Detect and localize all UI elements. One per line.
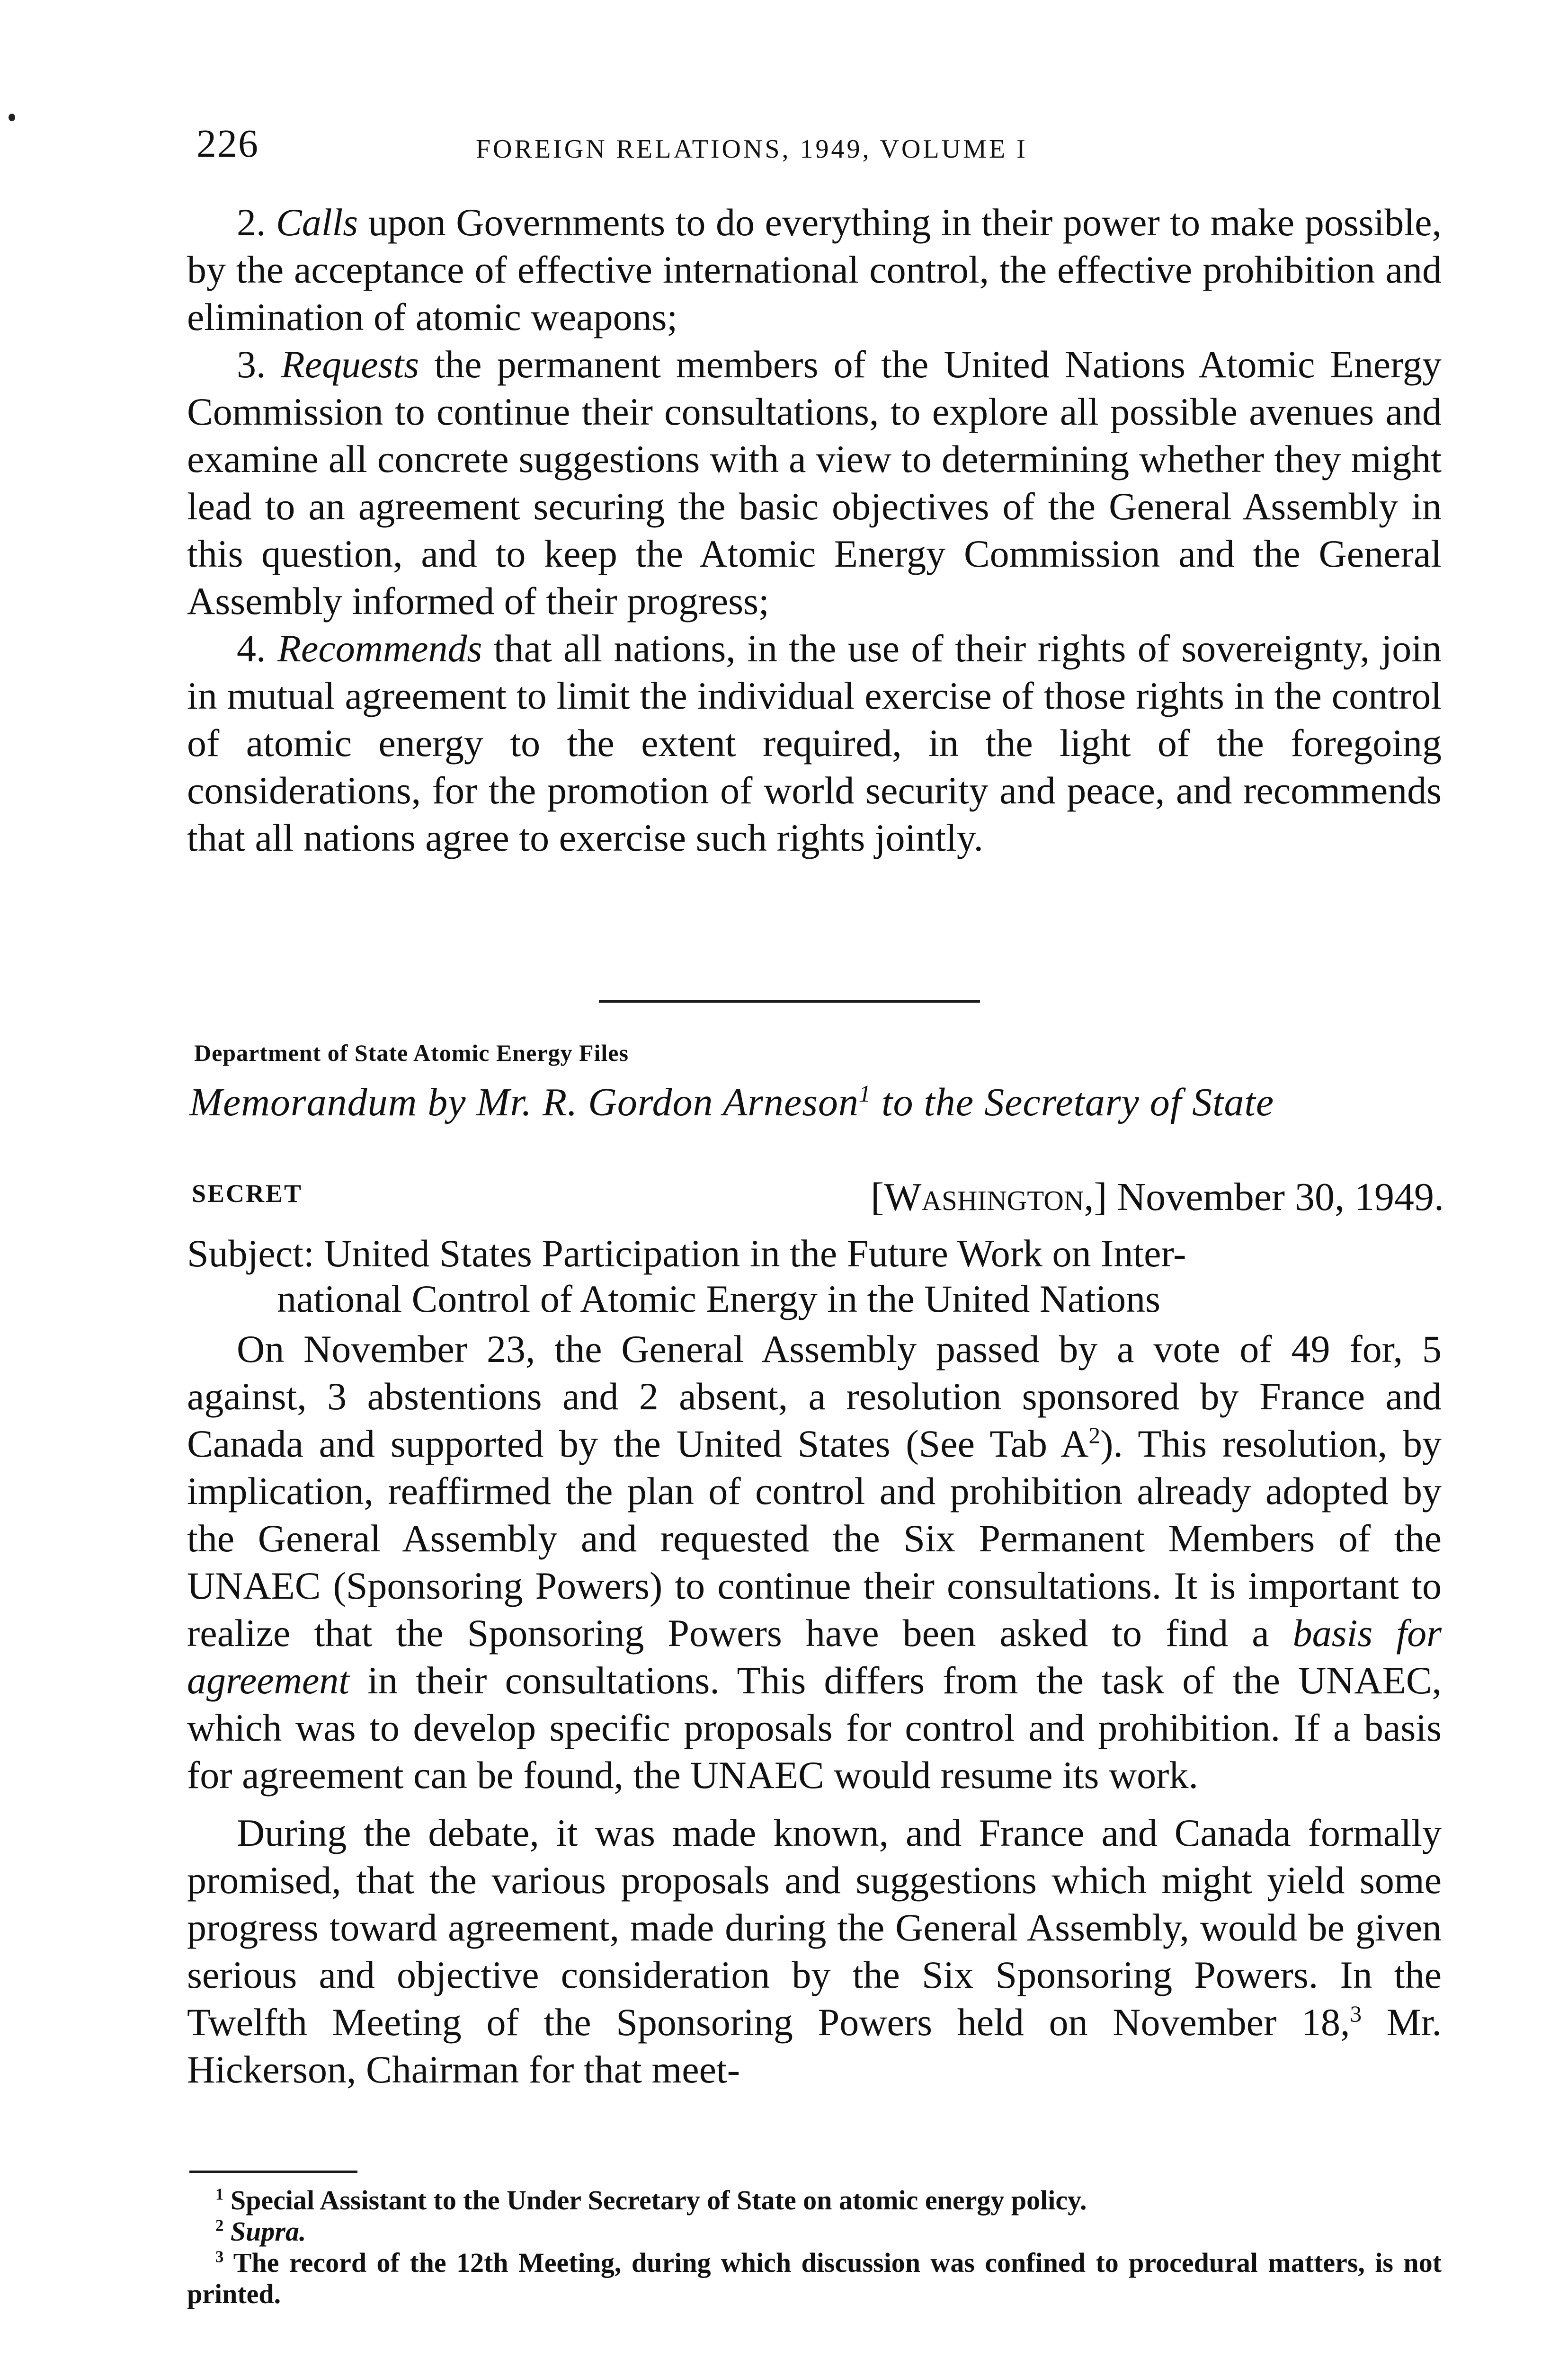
p1-emphasis: basis for agreement	[187, 1611, 1442, 1702]
running-title: FOREIGN RELATIONS, 1949, VOLUME I	[476, 134, 1028, 164]
subject-line	[187, 1231, 1442, 1322]
dateline-place: [Washington,]	[871, 1175, 1107, 1219]
p1-footnote-ref: 2	[1088, 1422, 1101, 1449]
item-verb: Calls	[276, 201, 358, 244]
body-paragraph-1	[187, 1326, 1442, 1799]
subject-line-1: United States Participation in the Future Work on Inter-	[324, 1232, 1186, 1275]
footnote-1	[187, 2185, 1442, 2216]
margin-mark	[9, 114, 15, 121]
p1-part-a: On November 23, the General Assembly passed by a vote of 49 for, 5 against, 3 abstentions and 2 absent, a resolution sponsored by France and Canada and supported by the United States (See Tab A	[187, 1327, 1442, 1465]
footnote-2	[187, 2216, 1442, 2247]
p2-part-b: Mr. Hickerson, Chairman for that meet-	[187, 2001, 1442, 2091]
footnote-mark: 1	[215, 2185, 224, 2204]
resolution-item-2	[187, 199, 1442, 341]
p2-footnote-ref: 3	[1350, 2001, 1362, 2027]
resolution-item-4	[187, 625, 1442, 862]
p2-part-a: During the debate, it was made known, and France and Canada formally promised, that the various proposals and suggestions which might yield some progress toward agreement, made during the General Assembly, would be given serious and objective consideration by the Six Sponsoring Powers. In the Twelfth Meeting of the Sponsoring Powers held on November 18,	[187, 1811, 1442, 2044]
p1-part-b: ). This resolution, by implication, reaffirmed the plan of control and prohibition already adopted by the General Assembly and requested the Six Permanent Members of the UNAEC (Sponsoring Powers) to continue their consultations. It is important to realize that the Sponsoring Powers have been asked to find a	[187, 1422, 1442, 1655]
footnote-3	[187, 2247, 1442, 2310]
p1-part-c: in their consultations. This differs from the task of the UNAEC, which was to develop specific proposals for control and prohibition. If a basis for agreement can be found, the UNAEC would resume its work.	[187, 1659, 1442, 1797]
item-number: 4.	[237, 627, 266, 670]
subject-label: Subject:	[187, 1232, 314, 1275]
item-text: that all nations, in the use of their rights of sovereignty, join in mutual agreement to limit the individual exercise of those rights in the control of atomic energy to the extent required, in the light of the foregoing considerations, for the promotion of world security and peace, and recommends that all nations agree to exercise such rights jointly.	[187, 627, 1442, 859]
source-line: Department of State Atomic Energy Files	[194, 1040, 629, 1066]
classification: SECRET	[192, 1179, 303, 1208]
section-divider	[599, 1000, 980, 1003]
footnote-text: Supra.	[230, 2216, 306, 2247]
subject-line-2: national Control of Atomic Energy in the United Nations	[277, 1277, 1160, 1320]
title-footnote-ref: 1	[858, 1080, 872, 1107]
resolution-text	[187, 199, 1442, 862]
item-number: 3.	[237, 343, 266, 386]
footnote-text: Special Assistant to the Under Secretary of State on atomic energy policy.	[230, 2185, 1087, 2216]
item-verb: Recommends	[277, 627, 482, 670]
footnote-mark: 3	[215, 2247, 224, 2266]
item-number: 2.	[237, 201, 266, 244]
footnote-mark: 2	[215, 2216, 224, 2235]
item-text: upon Governments to do everything in their power to make possible, by the acceptance of effective international control, the effective prohibition and elimination of atomic weapons;	[187, 201, 1442, 338]
page-number: 226	[196, 122, 259, 166]
document-title	[189, 1079, 1444, 1125]
title-recipient: to the Secretary of State	[882, 1080, 1274, 1124]
running-head	[196, 121, 1427, 182]
item-text: the permanent members of the United Nations Atomic Energy Commission to continue their consultations, to explore all possible avenues and examine all concrete suggestions with a view to determining whether they might lead to an agreement securing the basic objectives of the General Assembly in this question, and to keep the Atomic Energy Commission and the General Assembly informed of their progress;	[187, 343, 1442, 623]
title-main: Memorandum by Mr. R. Gordon Arneson	[189, 1080, 859, 1124]
footnote-text: The record of the 12th Meeting, during which discussion was confined to procedural matters, is not printed.	[187, 2247, 1442, 2309]
resolution-item-3	[187, 341, 1442, 625]
memorandum-body	[187, 1326, 1442, 2093]
dateline	[871, 1174, 1444, 1220]
footnote-divider	[189, 2171, 357, 2173]
footnotes	[187, 2185, 1442, 2310]
body-paragraph-2	[187, 1809, 1442, 2093]
dateline-date: November 30, 1949.	[1117, 1175, 1444, 1219]
item-verb: Requests	[281, 343, 419, 386]
